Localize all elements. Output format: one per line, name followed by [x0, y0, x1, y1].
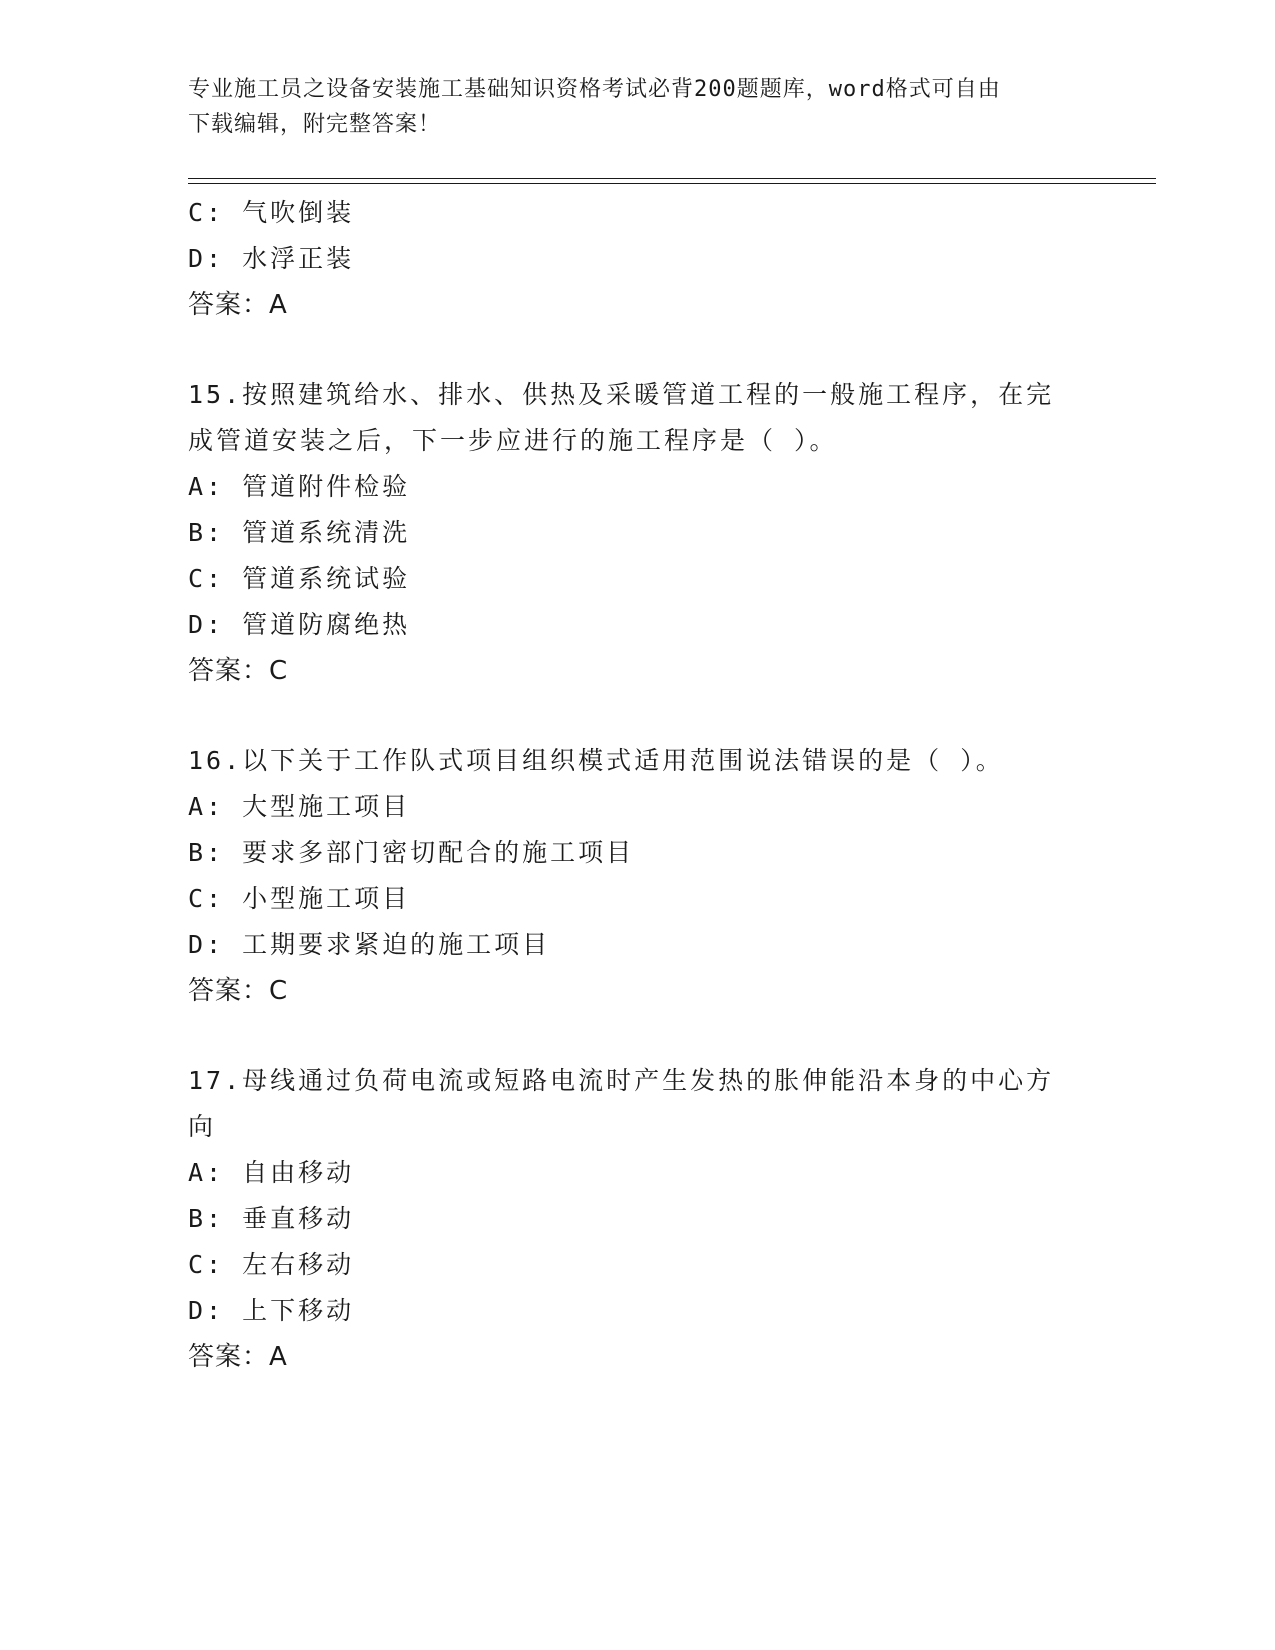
question-stem-continued: 成管道安装之后，下一步应进行的施工程序是（ ）。	[188, 426, 838, 455]
header-divider-top	[188, 178, 1156, 179]
question-17	[188, 1058, 1088, 1380]
option-a: A: 大型施工项目	[188, 792, 411, 821]
option-c: C: 小型施工项目	[188, 884, 411, 913]
answer: 答案：C	[188, 656, 289, 686]
question-stem: 16.以下关于工作队式项目组织模式适用范围说法错误的是（ ）。	[188, 746, 1004, 775]
answer: 答案：A	[188, 1342, 288, 1372]
header-line-1: 专业施工员之设备安装施工基础知识资格考试必背200题题库，word格式可自由	[188, 77, 1001, 102]
option-d: D: 工期要求紧迫的施工项目	[188, 930, 551, 959]
answer: 答案：C	[188, 976, 289, 1006]
document-header	[188, 72, 1068, 142]
option-c: C: 气吹倒装	[188, 198, 355, 227]
option-d: D: 水浮正装	[188, 244, 355, 273]
question-stem-continued: 向	[188, 1112, 217, 1141]
question-list	[188, 190, 1088, 1380]
question-stem: 17.母线通过负荷电流或短路电流时产生发热的胀伸能沿本身的中心方	[188, 1066, 1055, 1095]
option-a: A: 管道附件检验	[188, 472, 411, 501]
option-a: A: 自由移动	[188, 1158, 355, 1187]
header-line-2: 下载编辑，附完整答案！	[188, 112, 442, 137]
answer: 答案：A	[188, 290, 288, 320]
question-15	[188, 372, 1088, 694]
option-d: D: 上下移动	[188, 1296, 355, 1325]
question-stem: 15.按照建筑给水、排水、供热及采暖管道工程的一般施工程序，在完	[188, 380, 1055, 409]
question-14-tail	[188, 190, 1088, 328]
option-d: D: 管道防腐绝热	[188, 610, 411, 639]
option-c: C: 管道系统试验	[188, 564, 411, 593]
option-c: C: 左右移动	[188, 1250, 355, 1279]
header-divider-bottom	[188, 183, 1156, 184]
option-b: B: 要求多部门密切配合的施工项目	[188, 838, 635, 867]
question-16	[188, 738, 1088, 1014]
option-b: B: 垂直移动	[188, 1204, 355, 1233]
option-b: B: 管道系统清洗	[188, 518, 411, 547]
